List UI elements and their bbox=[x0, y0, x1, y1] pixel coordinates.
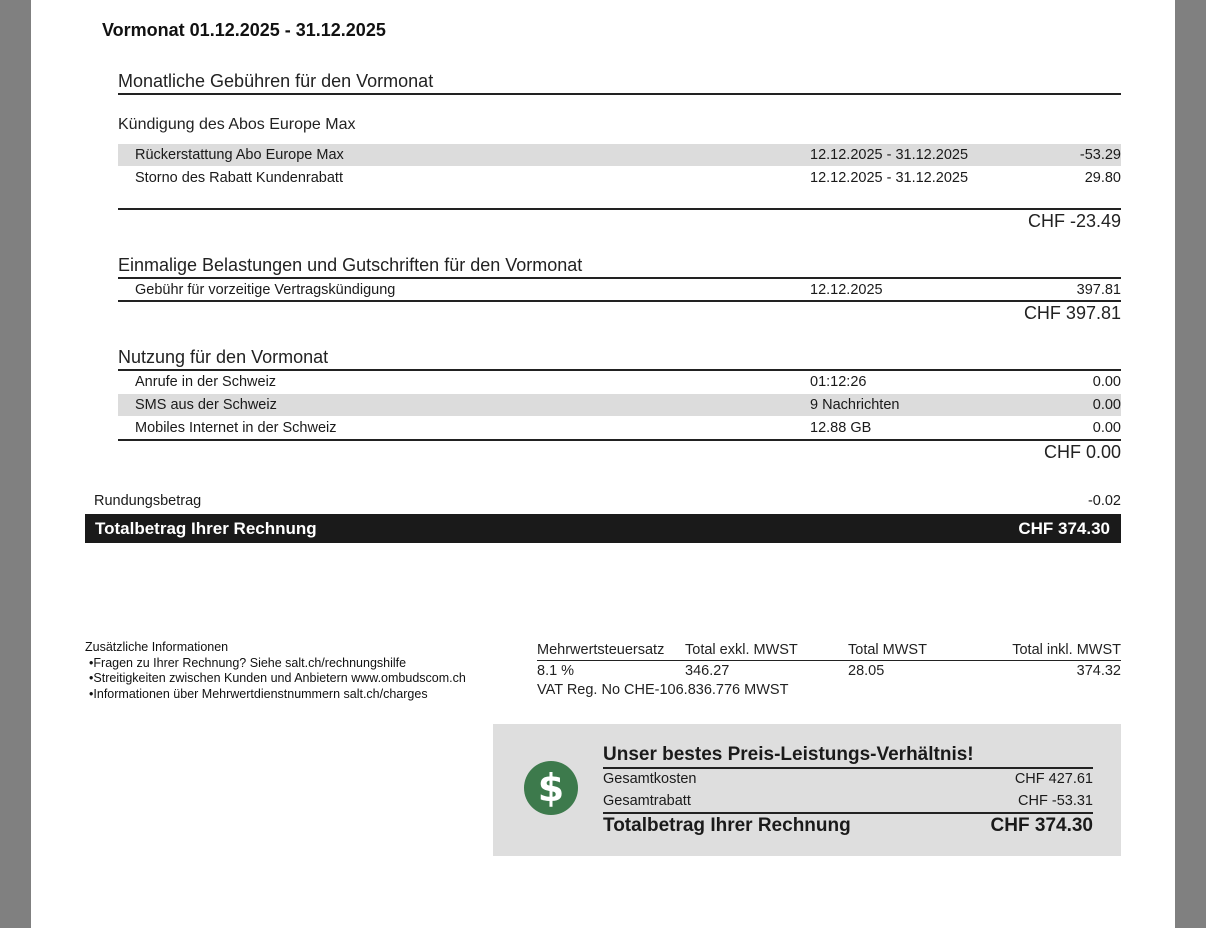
info-item: • Streitigkeiten zwischen Kunden und Anbietern www.ombudscom.ch bbox=[85, 671, 466, 687]
additional-info bbox=[85, 640, 466, 702]
row-quantity: 12.88 GB bbox=[810, 420, 872, 436]
total-amount: CHF 374.30 bbox=[1018, 519, 1110, 538]
total-discount-label: Gesamtrabatt bbox=[603, 793, 691, 809]
total-label: Totalbetrag Ihrer Rechnung bbox=[95, 519, 317, 538]
promo-row-total-discount bbox=[603, 791, 1093, 811]
row-date: 12.12.2025 bbox=[810, 282, 883, 298]
vat-reg-no: VAT Reg. No CHE-106.836.776 MWST bbox=[537, 682, 789, 698]
usage-section-title: Nutzung für den Vormonat bbox=[118, 347, 329, 367]
divider bbox=[118, 208, 1121, 210]
promo-total-value: CHF 374.30 bbox=[990, 815, 1093, 836]
table-row bbox=[118, 371, 1121, 393]
vat-header-rate: Mehrwertsteuersatz bbox=[537, 642, 665, 658]
vat-amount: 28.05 bbox=[848, 663, 885, 679]
one-time-subtotal: CHF 397.81 bbox=[1023, 303, 1121, 323]
info-item: • Fragen zu Ihrer Rechnung? Siehe salt.ch/rechnungshilfe bbox=[85, 656, 466, 672]
vat-values-row bbox=[537, 661, 1121, 681]
rounding-label: Rundungsbetrag bbox=[94, 493, 202, 509]
promo-total-label: Totalbetrag Ihrer Rechnung bbox=[603, 815, 851, 836]
row-amount: 0.00 bbox=[1092, 420, 1121, 436]
additional-info-title: Zusätzliche Informationen bbox=[85, 640, 229, 654]
vat-incl: 374.32 bbox=[1076, 663, 1121, 679]
divider bbox=[118, 300, 1121, 302]
row-amount: 29.80 bbox=[1084, 170, 1121, 186]
dollar-icon: $ bbox=[524, 761, 578, 815]
promo-row-total-cost bbox=[603, 769, 1093, 789]
total-cost-value: CHF 427.61 bbox=[1014, 771, 1093, 787]
vat-header-incl: Total inkl. MWST bbox=[1012, 642, 1121, 658]
row-quantity: 9 Nachrichten bbox=[810, 397, 900, 413]
table-row bbox=[118, 279, 1121, 301]
vat-rate: 8.1 % bbox=[537, 663, 575, 679]
row-label: Gebühr für vorzeitige Vertragskündigung bbox=[135, 282, 396, 298]
row-period: 12.12.2025 - 31.12.2025 bbox=[810, 170, 969, 186]
total-discount-value: CHF -53.31 bbox=[1018, 793, 1093, 809]
row-quantity: 01:12:26 bbox=[810, 374, 867, 390]
cancellation-subtitle: Kündigung des Abos Europe Max bbox=[118, 116, 356, 133]
row-label: Mobiles Internet in der Schweiz bbox=[135, 420, 337, 436]
vat-header-row bbox=[537, 640, 1121, 661]
row-label: Storno des Rabatt Kundenrabatt bbox=[135, 170, 343, 186]
vat-header-excl: Total exkl. MWST bbox=[685, 642, 798, 658]
promo-title: Unser bestes Preis-Leistungs-Verhältnis! bbox=[603, 744, 974, 765]
row-amount: 0.00 bbox=[1092, 374, 1121, 390]
period-title: Vormonat 01.12.2025 - 31.12.2025 bbox=[102, 20, 386, 40]
promo-total-row bbox=[603, 814, 1093, 838]
row-amount: -53.29 bbox=[1079, 147, 1121, 163]
table-row bbox=[118, 394, 1121, 416]
row-label: Anrufe in der Schweiz bbox=[135, 374, 277, 390]
monthly-subtotal: CHF -23.49 bbox=[1027, 211, 1121, 231]
usage-subtotal: CHF 0.00 bbox=[1043, 442, 1121, 462]
row-label: SMS aus der Schweiz bbox=[135, 397, 277, 413]
table-row bbox=[118, 144, 1121, 166]
rounding-amount: -0.02 bbox=[1087, 493, 1121, 509]
row-amount: 0.00 bbox=[1092, 397, 1121, 413]
vat-header-vat: Total MWST bbox=[848, 642, 927, 658]
one-time-section-title: Einmalige Belastungen und Gutschriften für den Vormonat bbox=[118, 255, 583, 275]
vat-excl: 346.27 bbox=[685, 663, 730, 679]
total-cost-label: Gesamtkosten bbox=[603, 771, 697, 787]
vat-table bbox=[537, 640, 1121, 699]
promo-box bbox=[493, 724, 1121, 856]
row-label: Rückerstattung Abo Europe Max bbox=[135, 147, 344, 163]
table-row bbox=[118, 167, 1121, 189]
table-row bbox=[118, 417, 1121, 439]
row-period: 12.12.2025 - 31.12.2025 bbox=[810, 147, 969, 163]
invoice-page bbox=[31, 0, 1175, 928]
divider bbox=[118, 439, 1121, 441]
row-amount: 397.81 bbox=[1076, 282, 1121, 298]
divider bbox=[118, 93, 1121, 95]
monthly-section-title: Monatliche Gebühren für den Vormonat bbox=[118, 71, 434, 91]
total-bar bbox=[85, 514, 1121, 543]
info-item: • Informationen über Mehrwertdienstnummern salt.ch/charges bbox=[85, 687, 466, 703]
